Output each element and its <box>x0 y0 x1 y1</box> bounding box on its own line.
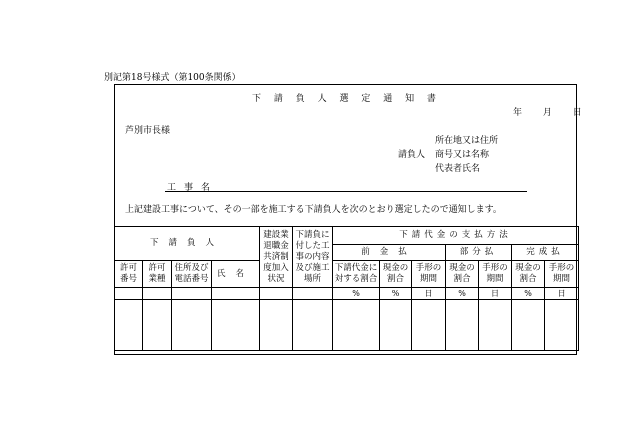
unit-percent: % <box>380 288 412 300</box>
completion-note-term-header: 手形の 期間 <box>545 261 579 288</box>
entry-cell[interactable] <box>115 300 143 351</box>
entry-cell[interactable] <box>293 300 333 351</box>
contractor-role-label: 請負人 <box>398 150 426 160</box>
advance-payment-header: 前金払 <box>333 245 446 261</box>
project-name-label: 工事名 <box>167 183 219 193</box>
advance-note-term-header: 手形の 期間 <box>412 261 446 288</box>
completion-cash-ratio-header: 現金の 割合 <box>512 261 545 288</box>
unit-day: 日 <box>412 288 446 300</box>
partial-cash-ratio-header: 現金の 割合 <box>446 261 479 288</box>
form-caption: 別記第18号様式（第100条関係） <box>104 73 241 83</box>
partial-note-term-header: 手形の 期間 <box>479 261 512 288</box>
entry-cell[interactable] <box>412 300 446 351</box>
entry-cell[interactable] <box>380 300 412 351</box>
unit-percent: % <box>446 288 479 300</box>
contractor-name-label: 商号又は名称 <box>435 150 490 160</box>
completion-payment-header: 完成払 <box>512 245 579 261</box>
address-phone-header: 住所及び 電話番号 <box>172 261 212 288</box>
permit-number-header: 許可 番号 <box>115 261 143 288</box>
advance-cash-ratio-header: 現金の 割合 <box>380 261 412 288</box>
entry-cell[interactable] <box>333 300 380 351</box>
subcontractor-header: 下請負人 <box>115 227 260 261</box>
entry-cell[interactable] <box>545 300 579 351</box>
units-row <box>115 288 579 300</box>
unit-day: 日 <box>479 288 512 300</box>
entry-cell[interactable] <box>479 300 512 351</box>
contractor-address-label: 所在地又は住所 <box>435 136 499 146</box>
unit-day: 日 <box>545 288 579 300</box>
form-title: 下 請 負 人 選 定 通 知 書 <box>252 94 441 104</box>
intro-text: 上記建設工事について、その一部を施工する下請負人を次のとおり選定したので通知します。 <box>125 205 502 215</box>
contract-ratio-header: 下請代金に 対する割合 <box>333 261 380 288</box>
addressee: 芦別市長様 <box>125 126 171 136</box>
unit-percent: % <box>512 288 545 300</box>
subcontractor-table <box>114 226 579 351</box>
permit-type-header: 許可 業種 <box>143 261 172 288</box>
entry-cell[interactable] <box>172 300 212 351</box>
entry-cell[interactable] <box>446 300 479 351</box>
unit-percent: % <box>333 288 380 300</box>
contractor-representative-label: 代表者氏名 <box>435 164 481 174</box>
project-name-line <box>165 191 527 192</box>
payment-method-header: 下請代金の支払方法 <box>333 227 579 245</box>
date-labels: 年 月 日 <box>513 108 582 118</box>
name-header: 氏名 <box>212 261 260 288</box>
entry-cell[interactable] <box>260 300 293 351</box>
work-scope-header: 下請負に 付した工 事の内容 及び施工 場所 <box>293 227 333 288</box>
partial-payment-header: 部分払 <box>446 245 512 261</box>
entry-cell[interactable] <box>512 300 545 351</box>
entry-cell[interactable] <box>212 300 260 351</box>
entry-row <box>115 300 579 351</box>
entry-cell[interactable] <box>143 300 172 351</box>
notice-form <box>114 84 582 355</box>
kyousai-header: 建設業 退職金 共済制 度加入 状況 <box>260 227 293 288</box>
